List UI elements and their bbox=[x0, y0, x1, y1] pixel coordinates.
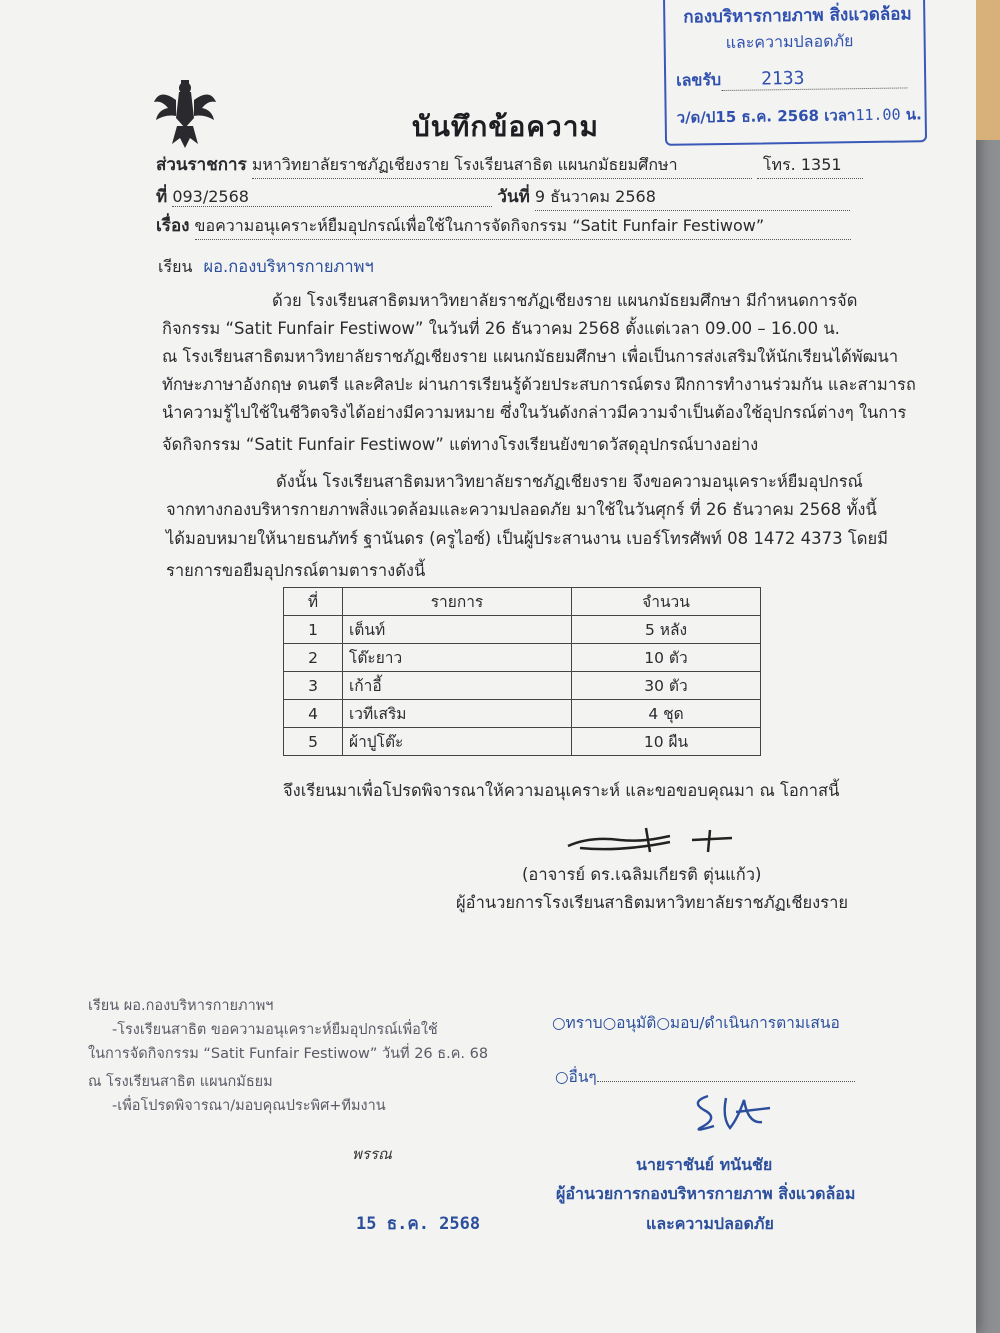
background-paper-edge bbox=[976, 0, 1000, 140]
stamp-dept-line2: และความปลอดภัย bbox=[725, 31, 854, 52]
equipment-table bbox=[283, 587, 761, 756]
body-p2-line: จากทางกองบริหารกายภาพสิ่งแวดล้อมและความปลอดภัย มาใช้ในวันศุกร์ ที่ 26 ธันวาคม 2568 ทั้งนี้ bbox=[166, 500, 877, 519]
note-initials: พรรณ bbox=[352, 1145, 392, 1163]
body-p1-line: ณ โรงเรียนสาธิตมหาวิทยาลัยราชภัฏเชียงราย แผนกมัธยมศึกษา เพื่อเป็นการส่งเสริมให้นักเรียนได้พัฒนา bbox=[162, 347, 899, 366]
agency-label: ส่วนราชการ bbox=[156, 155, 247, 175]
stamp-dept-line1: กองบริหารกายภาพ สิ่งแวดล้อม bbox=[683, 4, 912, 28]
header-qty: จำนวน bbox=[572, 588, 761, 616]
stamp-date-label: ว/ด/ป bbox=[676, 108, 716, 127]
table-row bbox=[284, 672, 761, 700]
approver-position-line2: และความปลอดภัย bbox=[646, 1214, 774, 1233]
cell-no: 5 bbox=[284, 728, 343, 756]
table-row bbox=[284, 616, 761, 644]
ref-label: ที่ bbox=[156, 187, 168, 207]
decision-other: ○อื่นๆ bbox=[555, 1068, 597, 1086]
ref-row bbox=[156, 183, 850, 211]
cell-item: โต๊ะยาว bbox=[343, 644, 572, 672]
body-p2-line: รายการขอยืมอุปกรณ์ตามตารางดังนี้ bbox=[166, 561, 426, 580]
memo-date: 9 ธันวาคม 2568 bbox=[535, 185, 850, 211]
header-item: รายการ bbox=[343, 588, 572, 616]
to-label: เรียน bbox=[158, 257, 193, 276]
body-p1-line: ทักษะภาษาอังกฤษ ดนตรี และศิลปะ ผ่านการเรียนรู้ด้วยประสบการณ์ตรง ฝึกการทำงานร่วมกัน และสามารถ bbox=[162, 375, 916, 394]
garuda-emblem-icon bbox=[150, 78, 220, 150]
stamp-time-label: เวลา bbox=[824, 106, 856, 125]
cell-item: เวทีเสริม bbox=[343, 700, 572, 728]
header-no: ที่ bbox=[284, 588, 343, 616]
approver-name: นายราชันย์ ทนันชัย bbox=[636, 1155, 773, 1174]
table-row bbox=[284, 728, 761, 756]
stamp-time-value: 11.00 bbox=[855, 105, 901, 125]
table-row bbox=[284, 700, 761, 728]
subject-value: ขอความอนุเคราะห์ยืมอุปกรณ์เพื่อใช้ในการจัดกิจกรรม “Satit Funfair Festiwow” bbox=[195, 214, 851, 240]
subject-row bbox=[156, 212, 851, 240]
table-header-row bbox=[284, 588, 761, 616]
stamp-receive-row bbox=[676, 65, 907, 93]
cell-qty: 4 ชุด bbox=[572, 700, 761, 728]
cell-qty: 30 ตัว bbox=[572, 672, 761, 700]
decision-options: ○ทราบ○อนุมัติ○มอบ/ดำเนินการตามเสนอ bbox=[552, 1014, 840, 1032]
note-date-stamp: 15 ธ.ค. 2568 bbox=[356, 1214, 481, 1234]
body-p1-line: นำความรู้ไปใช้ในชีวิตจริงได้อย่างมีความหมาย ซึ่งในวันดังกล่าวมีความจำเป็นต้องใช้อุปกรณ์ต่างๆ ในการ bbox=[162, 403, 907, 422]
note-line: -เพื่อโปรดพิจารณา/มอบคุณประพิศ+ทีมงาน bbox=[112, 1098, 386, 1114]
note-line: ณ โรงเรียนสาธิต แผนกมัธยม bbox=[88, 1074, 273, 1090]
director-signature-icon bbox=[560, 822, 740, 858]
agency-phone: โทร. 1351 bbox=[757, 153, 863, 179]
approver-position-line1: ผู้อำนวยการกองบริหารกายภาพ สิ่งแวดล้อม bbox=[556, 1184, 856, 1203]
signer-position: ผู้อำนวยการโรงเรียนสาธิตมหาวิทยาลัยราชภัฏเชียงราย bbox=[456, 893, 849, 912]
memo-title: บันทึกข้อความ bbox=[412, 110, 599, 143]
table-row bbox=[284, 644, 761, 672]
stamp-date-row bbox=[677, 102, 922, 129]
stamp-receive-number: 2133 bbox=[760, 67, 805, 90]
note-line: -โรงเรียนสาธิต ขอความอนุเคราะห์ยืมอุปกรณ์เพื่อใช้ bbox=[112, 1022, 438, 1038]
stamp-receive-label: เลขรับ bbox=[676, 70, 722, 90]
cell-item: เก้าอี้ bbox=[343, 672, 572, 700]
to-row bbox=[158, 254, 374, 280]
cell-no: 1 bbox=[284, 616, 343, 644]
received-stamp bbox=[663, 0, 927, 146]
note-line: ในการจัดกิจกรรม “Satit Funfair Festiwow” วันที่ 26 ธ.ค. 68 bbox=[88, 1046, 489, 1062]
body-p2-line: ได้มอบหมายให้นายธนภัทร์ ฐานันดร (ครูไอซ์) เป็นผู้ประสานงาน เบอร์โทรศัพท์ 08 1472 4373 โดยมี bbox=[166, 529, 889, 548]
closing-line: จึงเรียนมาเพื่อโปรดพิจารณาให้ความอนุเคราะห์ และขอขอบคุณมา ณ โอกาสนี้ bbox=[283, 781, 840, 800]
cell-qty: 10 ผืน bbox=[572, 728, 761, 756]
cell-no: 3 bbox=[284, 672, 343, 700]
cell-qty: 5 หลัง bbox=[572, 616, 761, 644]
ref-number: 093/2568 bbox=[172, 187, 492, 207]
signer-name: (อาจารย์ ดร.เฉลิมเกียรติ ตุ่นแก้ว) bbox=[522, 865, 762, 884]
agency-value: มหาวิทยาลัยราชภัฏเชียงราย โรงเรียนสาธิต แผนกมัธยมศึกษา bbox=[252, 153, 752, 179]
agency-row bbox=[156, 151, 863, 179]
cell-item: เต็นท์ bbox=[343, 616, 572, 644]
approver-signature-icon bbox=[686, 1088, 782, 1138]
date-label: วันที่ bbox=[497, 187, 530, 207]
body-p2-line: ดังนั้น โรงเรียนสาธิตมหาวิทยาลัยราชภัฏเชียงราย จึงขอความอนุเคราะห์ยืมอุปกรณ์ bbox=[276, 472, 863, 491]
cell-item: ผ้าปูโต๊ะ bbox=[343, 728, 572, 756]
body-p1-line: จัดกิจกรรม “Satit Funfair Festiwow” แต่ทางโรงเรียนยังขาดวัสดุอุปกรณ์บางอย่าง bbox=[162, 435, 759, 454]
body-p1-line: ด้วย โรงเรียนสาธิตมหาวิทยาลัยราชภัฏเชียงราย แผนกมัธยมศึกษา มีกำหนดการจัด bbox=[272, 291, 858, 310]
cell-qty: 10 ตัว bbox=[572, 644, 761, 672]
decision-other-row bbox=[555, 1064, 855, 1089]
stamp-date-value: 15 ธ.ค. 2568 bbox=[715, 106, 820, 127]
cell-no: 2 bbox=[284, 644, 343, 672]
body-p1-line: กิจกรรม “Satit Funfair Festiwow” ในวันที่ 26 ธันวาคม 2568 ตั้งแต่เวลา 09.00 – 16.00 น. bbox=[162, 319, 840, 338]
note-line: เรียน ผอ.กองบริหารกายภาพฯ bbox=[88, 998, 274, 1014]
to-value: ผอ.กองบริหารกายภาพฯ bbox=[203, 257, 374, 276]
cell-no: 4 bbox=[284, 700, 343, 728]
decision-other-blank bbox=[597, 1067, 855, 1082]
subject-label: เรื่อง bbox=[156, 216, 190, 236]
stamp-time-suffix: น. bbox=[905, 105, 922, 124]
